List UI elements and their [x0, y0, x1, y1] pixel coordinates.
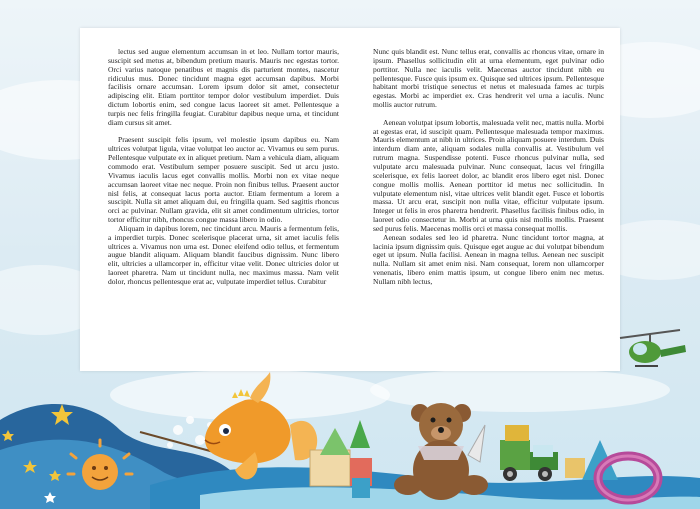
paragraph: Aenean sodales sed leo id pharetra. Nunc tincidunt tortor magna, at lacinia ipsum dignissim quis. Quisque eget augue ac dui volutpat bibendum eget ut ipsum. Nulla facilisi. Aenean in magna tellus. Aenean nec suscipit nulla. Nullam sit amet enim nisi. Nam consequat, lorem non ullamcorper venenatis, libero enim mattis ipsum, ut congue libero enim nec metus. Nullam nibh lectus,: [373, 232, 604, 286]
paragraph: Aenean volutpat ipsum lobortis, malesuada velit nec, mattis nulla. Morbi at egestas erat, id suscipit quam. Pellentesque malesuada tempor maximus. Mauris elementum at nibh in ultrices. Proin aliquam posuere interdum. Duis interdum diam ante, aliquam sodales nulla convallis at. Vestibulum vel rutrum magna. Suspendisse potenti. Fusce rhoncus pulvinar nulla, sed vulputate arcu malesuada pulvinar. Nunc consequat, lacus vel fringilla scelerisque, ex felis laoreet dolor, ac blandit eros libero eget nisl. Donec congue mollis mollis. Aenean porttitor id metus nec sollicitudin. In vulputate elementum nisl, vitae ultrices velit blandit eget. Fusce et lobortis massa. Ut arcu erat, suscipit non nulla vitae, efficitur vulputate ipsum. Integer ut felis in eros pharetra hendrerit. Phasellus facilisis finibus odio, in laoreet odio consectetur in. Morbi at urna quis nisl mollis mollis. Praesent sed purus felis. Maecenas mollis orci et massa consequat mollis.: [373, 117, 604, 233]
goldfish-icon: [205, 372, 317, 479]
paragraph: Praesent suscipit felis ipsum, vel molestie ipsum dapibus eu. Nam ultrices volutpat ligula, vitae volutpat leo auctor ac. Vivamus eu sem purus. Pellentesque vulputate ex in aliquet pretium. Nam a vehicula diam, aliquam commodo erat. Vestibulum semper posuere suscipit. Sed ut arcu justo. Vivamus iaculis lacus eget convallis mollis. Morbi non ex vitae neque accumsan laoreet vitae nec neque. Proin non finibus tellus. Praesent auctor nisl felis, at consequat lacus porta auctor. Etiam fermentum a lorem a suscipit. Nulla sit amet aliquam dui, eu fringilla quam. Sed sagittis rhoncus orci ac pulvinar. Nullam gravida, elit sit amet condimentum ultricies, tortor tortor efficitur nibh, rhoncus congue massa libero in odio.: [108, 135, 339, 225]
paragraph: Aliquam in dapibus lorem, nec tincidunt arcu. Mauris a fermentum felis, a imperdiet turpis. Donec scelerisque placerat urna, sit amet iaculis felis ultrices a. Vivamus non urna est. Donec eleifend odio tellus, et fermentum augue blandit aliquam. Aliquam blandit faucibus dignissim. Nunc libero elit, ultricies a ullamcorper in, efficitur vitae velit. Donec ultricies dolor ut laoreet pharetra. Nam ut tincidunt nulla, nec maximus massa. Nam velit dolor, rhoncus pellentesque erat ac, vulputate imperdiet tellus. Curabitur: [108, 223, 339, 286]
toy-blocks-icon: [310, 420, 372, 498]
pyramid-icon: [320, 428, 350, 455]
paragraph: Nunc quis blandit est. Nunc tellus erat, convallis ac rhoncus vitae, ornare in ipsum. Phasellus sollicitudin elit at urna elementum, eget pulvinar odio porttitor. Nulla nec iaculis velit. Maecenas auctor tincidunt nibh eu pellentesque. Fusce quis ipsum ex. Quisque sed ultrices ipsum. Pellentesque habitant morbi tristique senectus et netus et malesuada fames ac turpis egestas. Morbi ac imperdiet ex. Cras hendrerit vel urna a iaculis. Nunc mollis auctor rutrum.: [373, 48, 604, 110]
rocket-icon: [468, 425, 485, 462]
helicopter-icon: [620, 330, 686, 366]
toy-truck-icon: [500, 425, 558, 481]
paragraph: lectus sed augue elementum accumsan in et leo. Nullam tortor mauris, suscipit sed metus at, bibendum pretium mauris. Mauris nec egestas tortor. Orci varius natoque penatibus et magnis dis parturient montes, nascetur ridiculus mus. Donec tincidunt magna eget accumsan dapibus. Morbi facilisis ornare accumsan. Lorem ipsum dolor sit amet, consectetur adipiscing elit. Etiam porttitor tempor dolor vestibulum imperdiet. Duis dictum lobortis enim, sed congue lacus laoreet sit amet. Pellentesque a turpis nec felis fringilla feugiat. Curabitur dapibus neque urna, et tincidunt diam cursus sit amet.: [108, 48, 339, 127]
